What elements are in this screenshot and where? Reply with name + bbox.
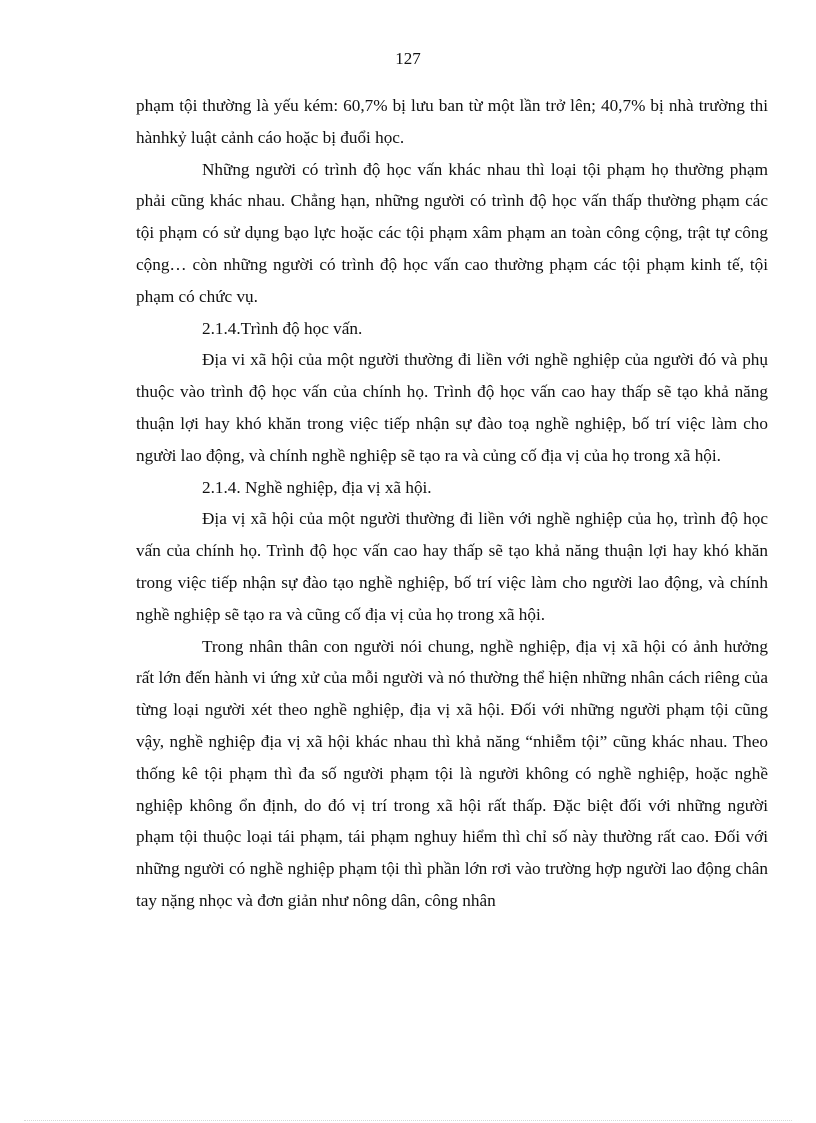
- paragraph-education-crime-types: Những người có trình độ học vấn khác nhau thì loại tội phạm họ thường phạm phải cũng khác nhau. Chẳng hạn, những người có trình độ học vấn thấp thường phạm các tội phạm có sử dụng bạo lực hoặc các tội phạm xâm phạm an toàn công cộng, trật tự công cộng… còn những người có trình độ học vấn cao thường phạm các tội phạm kinh tế, tội phạm có chức vụ.: [136, 159, 768, 306]
- section-heading-occupation-status: 2.1.4. Nghề nghiệp, địa vị xã hội.: [202, 477, 432, 497]
- page-number: 127: [395, 49, 421, 68]
- page-bottom-divider: [24, 1120, 792, 1121]
- paragraph-continuation: phạm tội thường là yếu kém: 60,7% bị lưu ban từ một lần trở lên; 40,7% bị nhà trường thi hànhkỷ luật cảnh cáo hoặc bị đuổi học.: [136, 96, 768, 147]
- paragraph-social-status-occupation: Địa vị xã hội của một người thường đi liền với nghề nghiệp của họ, trình độ học vấn của chính họ. Trình độ học vấn cao hay thấp sẽ tạo khả năng thuận lợi hay khó khăn trong việc tiếp nhận sự đào tạo nghề nghiệp, bố trí việc làm cho người lao động, và chính nghề nghiệp sẽ tạo ra và cũng cố địa vị của họ trong xã hội.: [136, 509, 768, 624]
- section-heading-education-level: 2.1.4.Trình độ học vấn.: [202, 318, 363, 338]
- paragraph-social-status-education: Địa vi xã hội của một người thường đi liền với nghề nghiệp của người đó và phụ thuộc vào trình độ học vấn của chính họ. Trình độ học vấn cao hay thấp sẽ tạo khả năng thuận lợi hay khó khăn trong việc tiếp nhận sự đào toạ nghề nghiệp, bố trí việc làm cho người lao động, và chính nghề nghiệp sẽ tạo ra và củng cố địa vị của họ trong xã hội.: [136, 350, 768, 465]
- body-text: [136, 90, 768, 917]
- paragraph-occupation-behavior: Trong nhân thân con người nói chung, nghề nghiệp, địa vị xã hội có ảnh hưởng rất lớn đến hành vi ứng xử của mỗi người và nó thường thể hiện những nhân cách riêng của từng loại người xét theo nghề nghiệp, địa vị xã hội. Đối với những người phạm tội cũng vậy, nghề nghiệp địa vị xã hội khác nhau thì khả năng “nhiễm tội” cũng khác nhau. Theo thống kê tội phạm thì đa số người phạm tội là người không có nghề nghiệp, hoặc nghề nghiệp không ổn định, do đó vị trí trong xã hội rất thấp. Đặc biệt đối với những người phạm tội thuộc loại tái phạm, tái phạm nghuy hiểm thì chỉ số này thường rất cao. Đối với những người có nghề nghiệp phạm tội thì phần lớn rơi vào trường hợp người lao động chân tay nặng nhọc và đơn giản như nông dân, công nhân: [136, 636, 768, 910]
